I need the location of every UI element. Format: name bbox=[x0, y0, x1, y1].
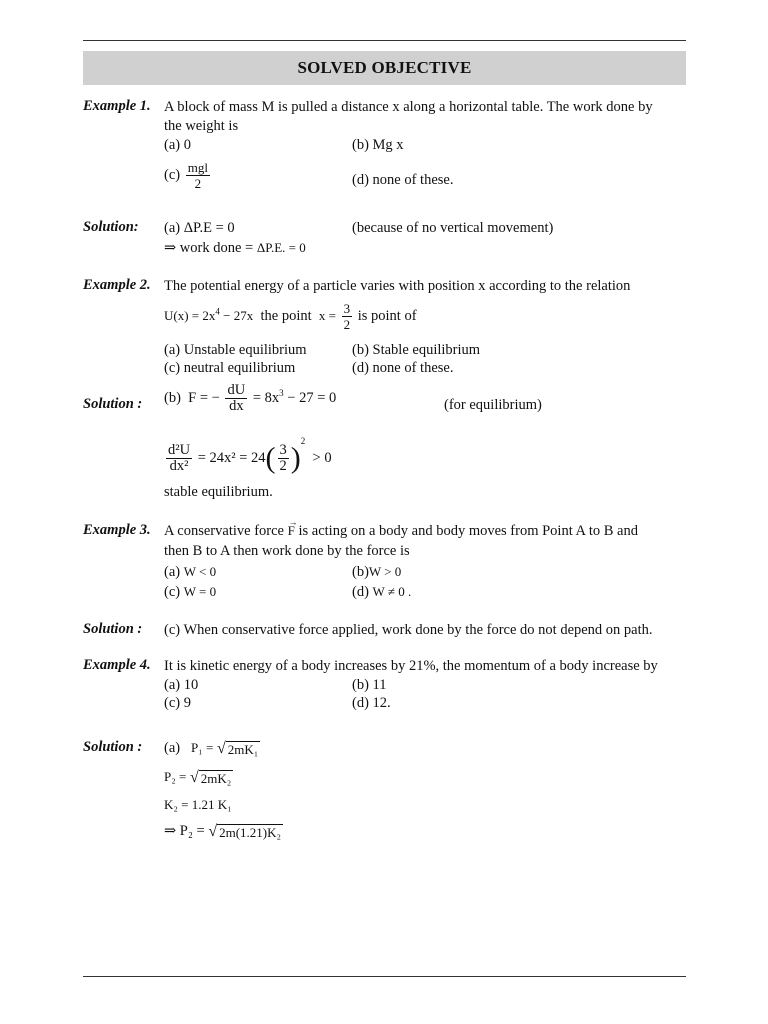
fraction-numerator: 3 bbox=[279, 442, 287, 459]
p2b-lhs: ⇒ P₂ = bbox=[164, 823, 205, 839]
p2-sqrt bbox=[190, 769, 233, 787]
fraction-numerator: mgl bbox=[187, 160, 208, 175]
option-value: W ≠ 0 . bbox=[372, 584, 412, 599]
example-3-label: Example 3. bbox=[83, 522, 151, 538]
solution-2-option: (b) bbox=[164, 389, 181, 406]
example-2-question-line-1: The potential energy of a particle varies with position x according to the relation bbox=[164, 278, 631, 294]
sqrt-icon: √ bbox=[216, 739, 226, 757]
solution-1-line-1: (a) ΔP.E = 0 bbox=[164, 220, 235, 236]
solution-3-text: (c) When conservative force applied, work done by the force do not depend on path. bbox=[164, 622, 653, 638]
example-1-option-c-fraction bbox=[186, 160, 210, 191]
option-value: W > 0 bbox=[368, 564, 402, 579]
right-paren: ) bbox=[290, 441, 301, 475]
solution-2-conclusion: stable equilibrium. bbox=[164, 484, 273, 500]
solution-2-label: Solution : bbox=[83, 396, 143, 412]
potential-expression bbox=[164, 308, 253, 323]
example-2-option-c: (c) neutral equilibrium bbox=[164, 360, 296, 376]
example-1-option-c bbox=[164, 160, 212, 191]
second-derivative-mid: = 24x² = 24 bbox=[197, 450, 266, 466]
force-vector-symbol: F bbox=[287, 523, 295, 538]
example-1-option-a: (a) 0 bbox=[164, 137, 191, 153]
example-3-question-line-1 bbox=[164, 517, 638, 540]
solution-4-line-3: K₂ = 1.21 K₁ bbox=[164, 797, 232, 812]
example-1-question-line-2: the weight is bbox=[164, 118, 239, 134]
example-4-question: It is kinetic energy of a body increases by 21%, the momentum of a body increase by bbox=[164, 658, 658, 674]
x-equals-text: x = bbox=[318, 307, 336, 323]
solution-4-line-1 bbox=[164, 739, 260, 758]
sqrt-argument: 2mK₁ bbox=[227, 741, 259, 757]
solution-1-line-2-text: ⇒ work done = bbox=[164, 240, 257, 256]
example-3-option-b bbox=[352, 563, 401, 581]
force-rhs-exponent: 3 bbox=[279, 388, 284, 398]
solution-1-line-2 bbox=[164, 239, 306, 257]
example-3-option-a bbox=[164, 563, 216, 581]
example-3-question-line-2: then B to A then work done by the force is bbox=[164, 543, 410, 559]
example-1-option-c-prefix: (c) bbox=[164, 166, 181, 183]
potential-expression-tail: − 27x bbox=[219, 307, 254, 323]
solution-4-line-2 bbox=[164, 768, 233, 787]
example-1-label: Example 1. bbox=[83, 98, 151, 114]
example-4-label: Example 4. bbox=[83, 657, 151, 673]
example-2-option-d: (d) none of these. bbox=[352, 360, 454, 376]
x-fraction bbox=[342, 301, 353, 332]
potential-expression-exponent: 4 bbox=[215, 306, 220, 317]
section-title-bar bbox=[83, 51, 686, 85]
p2-lhs: P₂ = bbox=[164, 769, 187, 784]
d2u-dx2-fraction bbox=[166, 443, 192, 474]
fraction-numerator: 3 bbox=[343, 301, 351, 316]
example-4-option-d: (d) 12. bbox=[352, 695, 391, 711]
force-lhs: F = − bbox=[188, 389, 220, 406]
paren-exponent: 2 bbox=[300, 436, 306, 446]
sqrt-argument: 2mK₂ bbox=[200, 770, 232, 786]
example-3-option-d bbox=[352, 583, 411, 601]
solution-1-label: Solution: bbox=[83, 219, 139, 235]
force-rhs: = 8x bbox=[252, 389, 280, 406]
option-label: (a) bbox=[164, 564, 181, 580]
example-1-option-b: (b) Mg x bbox=[352, 137, 404, 153]
three-halves-fraction bbox=[278, 443, 289, 474]
example-4-option-a: (a) 10 bbox=[164, 677, 199, 693]
option-label: (d) bbox=[352, 584, 369, 600]
sqrt-icon: √ bbox=[208, 822, 218, 840]
vector-arrow-icon: → bbox=[288, 517, 298, 527]
example-3-option-c bbox=[164, 583, 216, 601]
example-3-text-b: is acting on a body and body moves from Point A to B and bbox=[298, 523, 638, 539]
solution-4-option: (a) bbox=[164, 740, 181, 756]
sqrt-argument: 2m(1.21)K₂ bbox=[219, 824, 282, 840]
p1-lhs: P₁ = bbox=[190, 740, 214, 755]
fraction-denominator: dx² bbox=[169, 458, 189, 475]
solution-2-note: (for equilibrium) bbox=[444, 397, 542, 413]
example-4-option-b: (b) 11 bbox=[352, 677, 387, 693]
example-1-question-line-1: A block of mass M is pulled a distance x along a horizontal table. The work done by bbox=[164, 99, 653, 115]
solution-3-label: Solution : bbox=[83, 621, 143, 637]
example-2-label: Example 2. bbox=[83, 277, 151, 293]
example-2-option-b: (b) Stable equilibrium bbox=[352, 342, 481, 358]
force-vector bbox=[287, 517, 298, 540]
solution-2-force-equation bbox=[164, 383, 336, 414]
left-paren: ( bbox=[265, 441, 276, 475]
fraction-numerator: d²U bbox=[168, 442, 191, 459]
fraction-denominator: 2 bbox=[279, 458, 287, 475]
force-tail: − 27 = 0 bbox=[283, 389, 337, 406]
potential-expression-base: U(x) = 2x bbox=[164, 307, 216, 323]
top-rule bbox=[83, 40, 686, 41]
bottom-rule bbox=[83, 976, 686, 977]
the-point-text: the point bbox=[260, 307, 312, 324]
solution-1-note: (because of no vertical movement) bbox=[352, 220, 554, 236]
is-point-of-text: is point of bbox=[357, 307, 417, 324]
solution-2-second-derivative bbox=[164, 432, 332, 474]
solution-4-line-4 bbox=[164, 822, 283, 841]
example-2-relation bbox=[164, 301, 417, 332]
sqrt-icon: √ bbox=[189, 768, 199, 786]
fraction-denominator: dx bbox=[229, 398, 244, 414]
page-title: SOLVED OBJECTIVE bbox=[297, 58, 472, 77]
p1-sqrt bbox=[217, 740, 260, 758]
du-dx-fraction bbox=[225, 383, 247, 414]
fraction-denominator: 2 bbox=[194, 176, 202, 191]
option-value: W = 0 bbox=[183, 584, 217, 599]
option-label: (b) bbox=[352, 564, 369, 580]
example-2-option-a: (a) Unstable equilibrium bbox=[164, 342, 307, 358]
solution-1-line-2-eq: ΔP.E. = 0 bbox=[256, 240, 306, 255]
p2b-sqrt bbox=[208, 823, 283, 841]
example-3-text-a: A conservative force bbox=[164, 523, 284, 539]
solution-4-label: Solution : bbox=[83, 739, 143, 755]
option-label: (c) bbox=[164, 584, 181, 600]
fraction-denominator: 2 bbox=[343, 317, 351, 332]
option-value: W < 0 bbox=[183, 564, 217, 579]
second-derivative-tail: > 0 bbox=[312, 450, 332, 466]
example-4-option-c: (c) 9 bbox=[164, 695, 191, 711]
example-1-option-d: (d) none of these. bbox=[352, 172, 454, 188]
fraction-numerator: dU bbox=[227, 382, 246, 398]
